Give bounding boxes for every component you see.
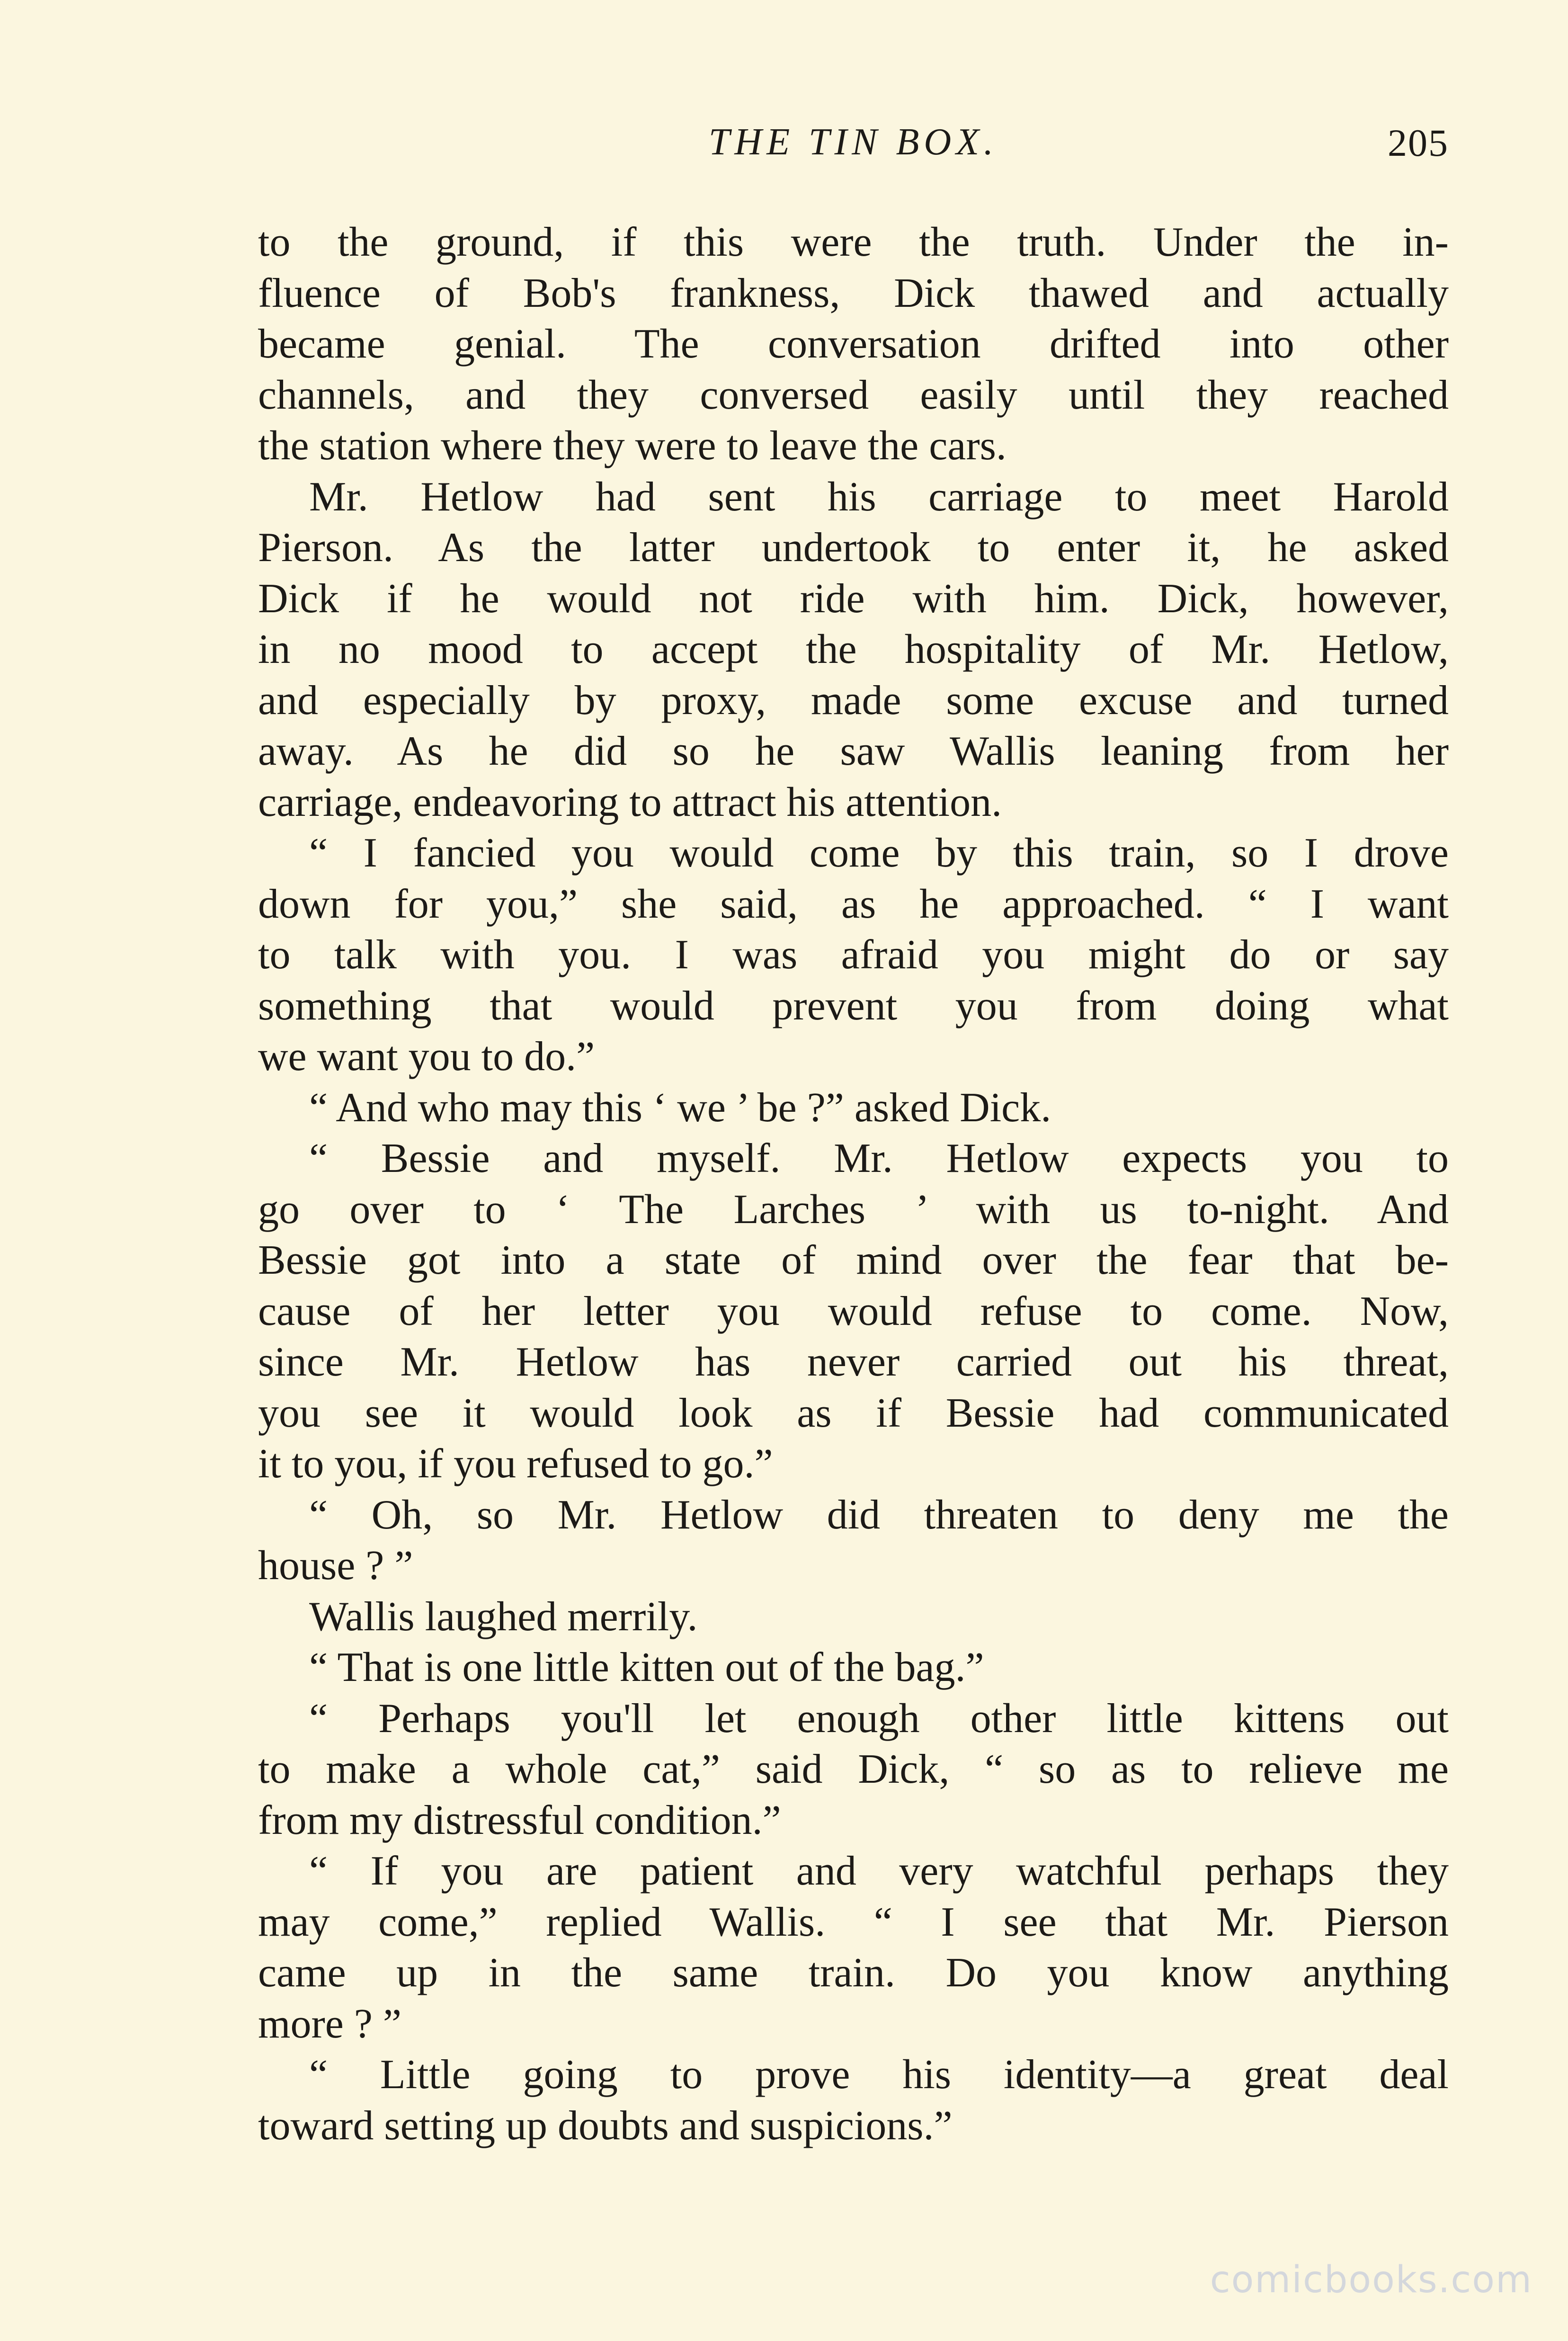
text-line: more ? ” xyxy=(258,2001,401,2047)
text-line: carriage, endeavoring to attract his attention. xyxy=(258,779,1002,825)
text-line: became genial. The conversation drifted into other xyxy=(258,321,1449,367)
text-line: “ Oh, so Mr. Hetlow did threaten to deny me the xyxy=(309,1492,1449,1538)
text-line: toward setting up doubts and suspicions.” xyxy=(258,2102,953,2149)
text-line: channels, and they conversed easily until they reached xyxy=(258,372,1449,418)
text-line: “ Bessie and myself. Mr. Hetlow expects you to xyxy=(309,1135,1449,1181)
text-line: the station where they were to leave the cars. xyxy=(258,423,1007,469)
text-line: Wallis laughed merrily. xyxy=(309,1593,698,1640)
text-line: you see it would look as if Bessie had communicated xyxy=(258,1390,1449,1436)
text-line: from my distressful condition.” xyxy=(258,1797,781,1843)
text-line: something that would prevent you from doing what xyxy=(258,983,1449,1029)
text-line: to make a whole cat,” said Dick, “ so as to relieve me xyxy=(258,1746,1449,1792)
text-line: Mr. Hetlow had sent his carriage to meet Harold xyxy=(309,474,1449,520)
text-line: Pierson. As the latter undertook to enter it, he asked xyxy=(258,525,1449,571)
text-line: “ Perhaps you'll let enough other little kittens out xyxy=(309,1695,1449,1742)
text-line: to the ground, if this were the truth. Under the in- xyxy=(258,219,1449,265)
text-line: down for you,” she said, as he approached. “ I want xyxy=(258,881,1449,927)
text-line: “ And who may this ‘ we ’ be ?” asked Dick. xyxy=(309,1084,1051,1131)
running-title: THE TIN BOX. xyxy=(708,121,998,163)
text-line: since Mr. Hetlow has never carried out his threat, xyxy=(258,1339,1449,1385)
text-line: came up in the same train. Do you know anything xyxy=(258,1950,1449,1996)
text-line: in no mood to accept the hospitality of Mr. Hetlow, xyxy=(258,626,1449,672)
text-line: Bessie got into a state of mind over the fear that be- xyxy=(258,1237,1449,1283)
text-line: Dick if he would not ride with him. Dick, however, xyxy=(258,575,1449,622)
page-number: 205 xyxy=(1388,121,1449,164)
text-line: “ That is one little kitten out of the bag.” xyxy=(309,1644,984,1690)
text-line: “ I fancied you would come by this train, so I drove xyxy=(309,830,1449,876)
text-line: “ Little going to prove his identity—a great deal xyxy=(309,2052,1449,2098)
text-line: house ? ” xyxy=(258,1543,413,1589)
text-line: “ If you are patient and very watchful perhaps they xyxy=(309,1848,1449,1894)
body-text xyxy=(258,217,1449,2158)
text-line: to talk with you. I was afraid you might do or say xyxy=(258,932,1449,978)
text-line: and especially by proxy, made some excuse and turned xyxy=(258,677,1449,724)
text-line: may come,” replied Wallis. “ I see that Mr. Pierson xyxy=(258,1899,1449,1945)
text-line: go over to ‘ The Larches ’ with us to-night. And xyxy=(258,1186,1449,1233)
text-line: it to you, if you refused to go.” xyxy=(258,1441,773,1487)
text-line: fluence of Bob's frankness, Dick thawed and actually xyxy=(258,270,1449,316)
text-line: away. As he did so he saw Wallis leaning from her xyxy=(258,728,1449,774)
page-header xyxy=(258,121,1449,178)
watermark: comicbooks.com xyxy=(1210,2259,1532,2301)
text-line: we want you to do.” xyxy=(258,1034,595,1080)
text-line: cause of her letter you would refuse to come. Now, xyxy=(258,1288,1449,1334)
